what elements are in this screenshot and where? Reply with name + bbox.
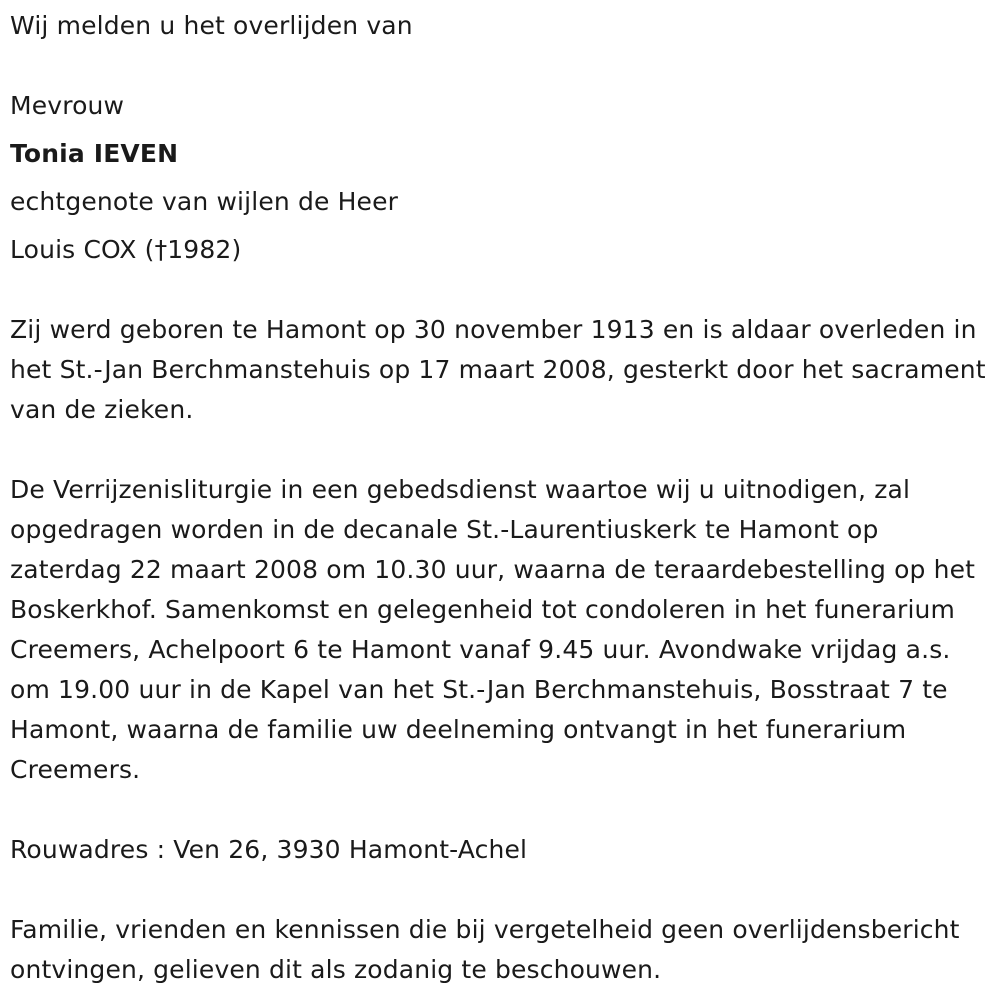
mourning-address: Rouwadres : Ven 26, 3930 Hamont-Achel <box>10 835 528 864</box>
closing-paragraph: Familie, vrienden en kennissen die bij vergetelheid geen overlijdensbericht ontvingen, gelieven dit als zodanig te beschouwen. <box>10 915 960 984</box>
birth-death-paragraph: Zij werd geboren te Hamont op 30 november 1913 en is aldaar overleden in het St.-Jan Berchmanstehuis op 17 maart 2008, gesterkt door het sacrament van de zieken. <box>10 315 986 424</box>
ceremony-paragraph: De Verrijzenisliturgie in een gebedsdienst waartoe wij u uitnodigen, zal opgedragen worden in de decanale St.-Laurentiuskerk te Hamont op zaterdag 22 maart 2008 om 10.30 uur, waarna de teraardebestelling op het Boskerkhof. Samenkomst en gelegenheid tot condoleren in het funerarium Creemers, Achelpoort 6 te Hamont vanaf 9.45 uur. Avondwake vrijdag a.s. om 19.00 uur in de Kapel van het St.-Jan Berchmanstehuis, Bosstraat 7 te Hamont, waarna de familie uw deelneming ontvangt in het funerarium Creemers. <box>10 475 976 784</box>
spouse-death-year: 1982) <box>167 235 242 264</box>
spouse-name-prefix: Louis COX ( <box>10 235 155 264</box>
cross-icon: † <box>154 235 168 264</box>
spouse-relation: echtgenote van wijlen de Heer <box>10 187 399 216</box>
deceased-name: Tonia IEVEN <box>10 139 179 168</box>
intro-text: Wij melden u het overlijden van <box>10 11 413 40</box>
spouse-name <box>10 230 992 270</box>
honorific: Mevrouw <box>10 91 125 120</box>
death-notice <box>10 6 992 990</box>
